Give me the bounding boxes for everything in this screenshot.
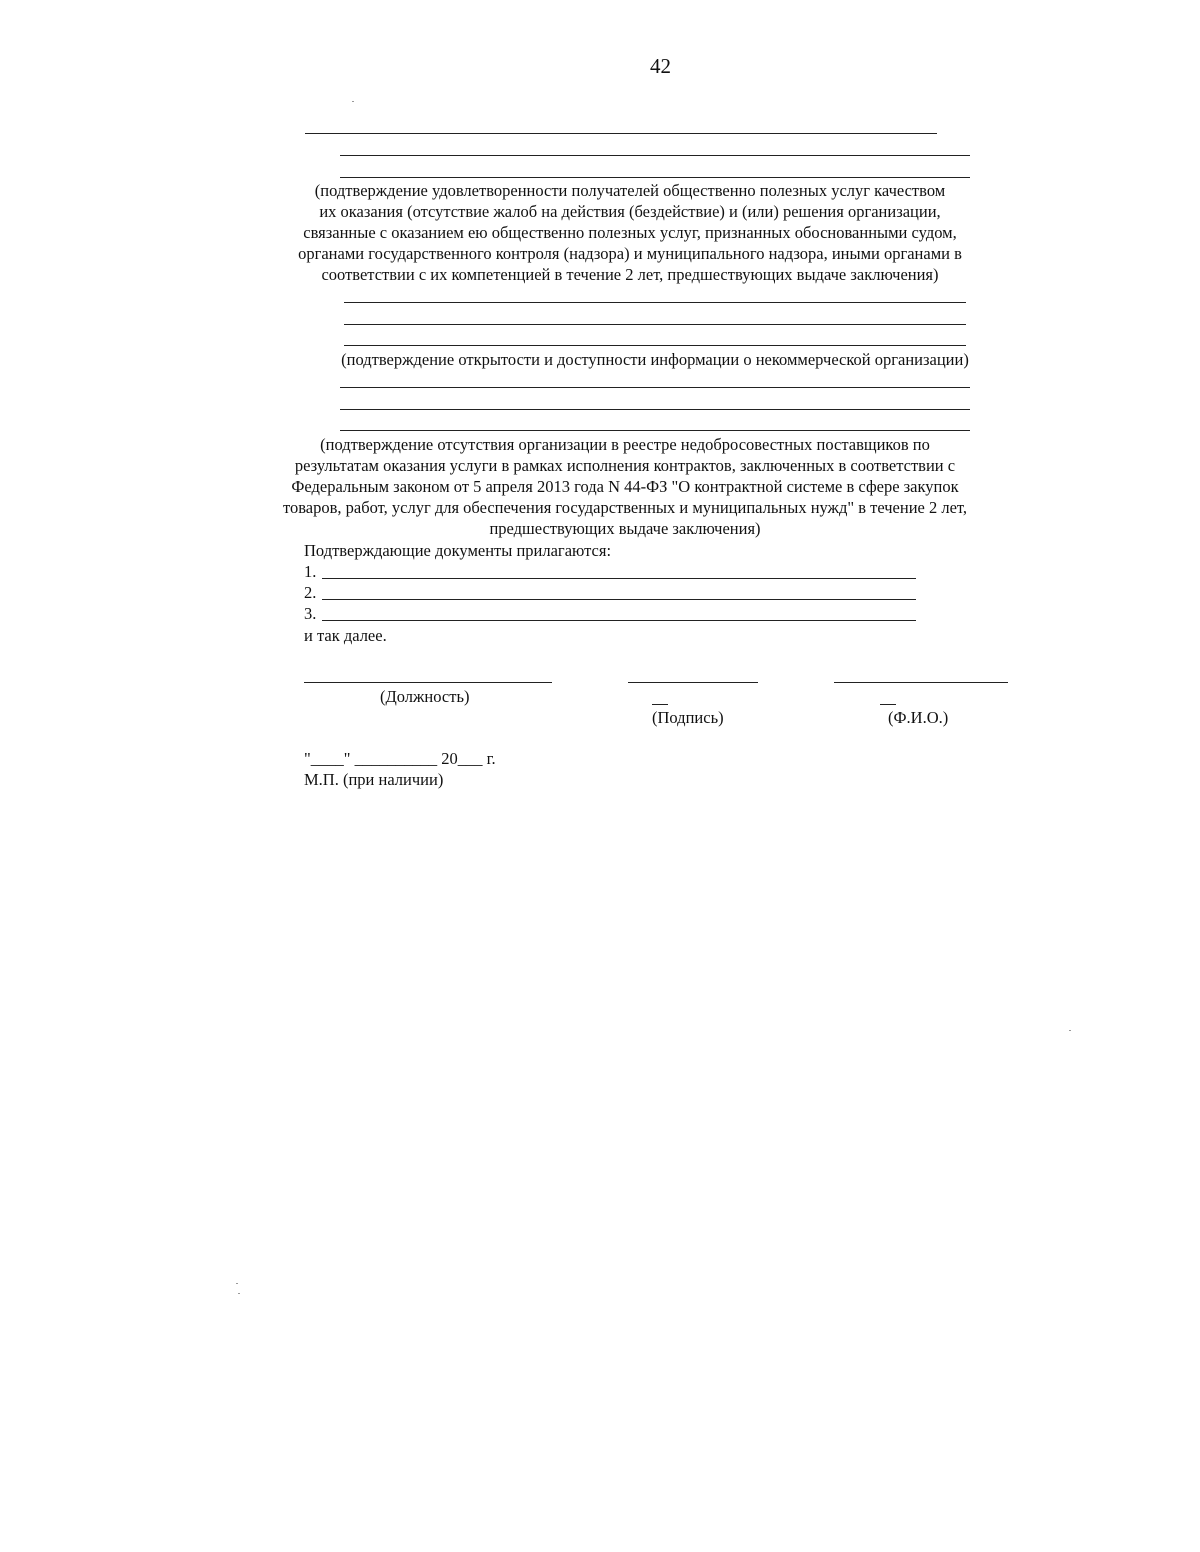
note-openness [230,349,1080,370]
tick-mark [880,704,896,705]
note-line: результатам оказания услуги в рамках исполнения контрактов, заключенных в соответствии с [294,456,956,475]
blank-line [344,302,966,303]
position-line [304,682,552,683]
blank-line [344,345,966,346]
blank-line [340,155,970,156]
note-line: связанные с оказанием ею общественно полезных услуг, признанных обоснованными судом, [303,223,957,242]
note-line: (подтверждение удовлетворенности получателей общественно полезных услуг качеством [314,181,946,200]
note-line: (подтверждение открытости и доступности информации о некоммерческой организации) [341,350,969,369]
attachment-blank-line [322,578,916,579]
note-satisfaction [230,180,1030,285]
note-line: соответствии с их компетенцией в течение 2 лет, предшествующих выдаче заключения) [321,265,939,284]
scan-speck [1069,1030,1071,1031]
position-label: (Должность) [380,687,470,706]
note-line: товаров, работ, услуг для обеспечения государственных и муниципальных нужд" в течение 2 лет, [282,498,968,517]
note-line: предшествующих выдаче заключения) [489,519,761,538]
note-line: их оказания (отсутствие жалоб на действия (бездействие) и (или) решения организации, [319,202,941,221]
stamp-label: М.П. (при наличии) [304,770,444,789]
blank-line [305,133,937,134]
attachment-blank-line [322,599,916,600]
attachments-heading: Подтверждающие документы прилагаются: [304,541,612,560]
page-number: 42 [650,54,671,78]
name-label: (Ф.И.О.) [888,708,949,727]
blank-line [340,177,970,178]
signature-line [628,682,758,683]
tick-mark [652,704,668,705]
attachment-number: 3. [304,604,317,623]
attachment-blank-line [322,620,916,621]
date-line: "____" __________ 20___ г. [304,749,496,768]
blank-line [340,430,970,431]
note-line: органами государственного контроля (надзора) и муниципального надзора, иными органами в [298,244,962,263]
scan-speck [238,1293,240,1294]
attachment-number: 2. [304,583,317,602]
blank-line [340,409,970,410]
scan-speck [352,101,354,102]
note-line: Федеральным законом от 5 апреля 2013 года N 44-ФЗ "О контрактной системе в сфере закупок [291,477,959,496]
blank-line [344,324,966,325]
note-line: (подтверждение отсутствия организации в реестре недобросовестных поставщиков по [320,435,930,454]
note-registry [215,434,1035,539]
blank-line [340,387,970,388]
attachments-etc: и так далее. [304,626,387,645]
scan-speck [236,1283,238,1284]
attachment-number: 1. [304,562,317,581]
name-line [834,682,1008,683]
signature-label: (Подпись) [652,708,724,727]
